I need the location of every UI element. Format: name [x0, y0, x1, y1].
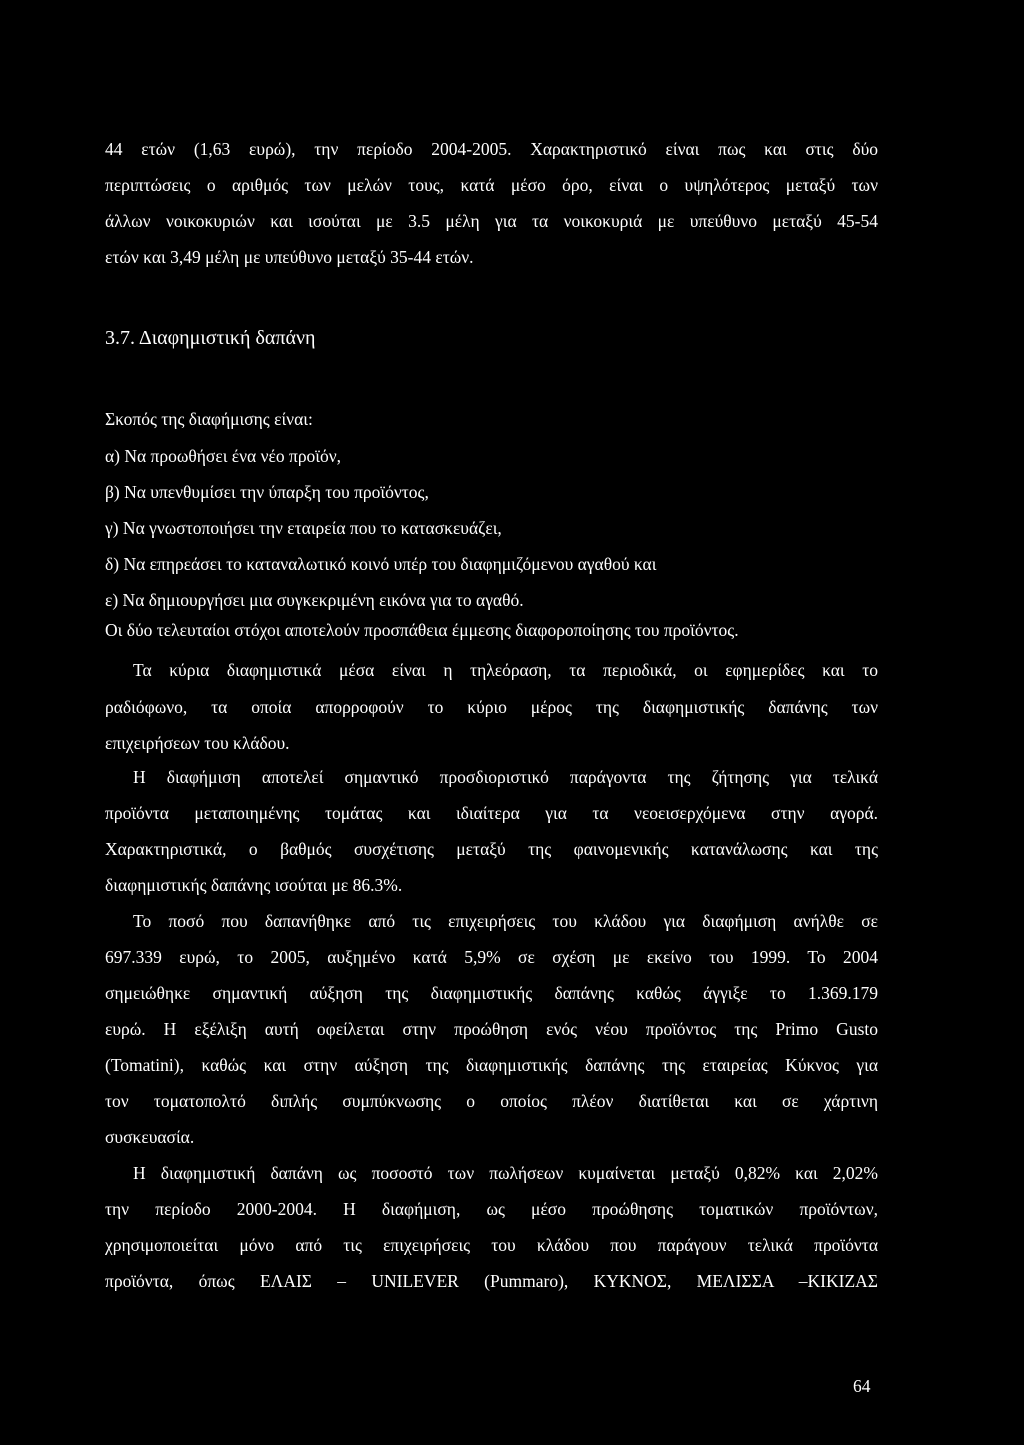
- list-item: γ) Να γνωστοποιήσει την εταιρεία που το κατασκευάζει,: [105, 518, 502, 538]
- text-line: την περίοδο 2000-2004. Η διαφήμιση, ως μέσο προώθησης τοματικών προϊόντων,: [105, 1199, 878, 1219]
- text-line: Η διαφημιστική δαπάνη ως ποσοστό των πωλήσεων κυμαίνεται μεταξύ 0,82% και 2,02%: [133, 1163, 878, 1183]
- list-item: ε) Να δημιουργήσει μια συγκεκριμένη εικόνα για το αγαθό.: [105, 590, 524, 610]
- text-line: προϊόντα μεταποιημένης τομάτας και ιδιαίτερα για τα νεοεισερχόμενα στην αγορά.: [105, 803, 878, 823]
- text-line: σημειώθηκε σημαντική αύξηση της διαφημιστικής δαπάνης καθώς άγγιξε το 1.369.179: [105, 983, 878, 1003]
- text-line: προϊόντα, όπως ΕΛΑΙΣ – UNILEVER (Pummaro), ΚΥΚΝΟΣ, ΜΕΛΙΣΣΑ –ΚΙΚΙΖΑΣ: [105, 1271, 878, 1291]
- text-line: ετών και 3,49 μέλη με υπεύθυνο μεταξύ 35-44 ετών.: [105, 247, 474, 267]
- text-line: (Tomatini), καθώς και στην αύξηση της διαφημιστικής δαπάνης της εταιρείας Κύκνος για: [105, 1055, 878, 1075]
- text-line: Χαρακτηριστικά, ο βαθμός συσχέτισης μεταξύ της φαινομενικής κατανάλωσης και της: [105, 839, 878, 859]
- text-line: περιπτώσεις ο αριθμός των μελών τους, κατά μέσο όρο, είναι ο υψηλότερος μεταξύ των: [105, 175, 878, 195]
- text-line: ραδιόφωνο, τα οποία απορροφούν το κύριο μέρος της διαφημιστικής δαπάνης των: [105, 697, 878, 717]
- list-item: δ) Να επηρεάσει το καταναλωτικό κοινό υπέρ του διαφημιζόμενου αγαθού και: [105, 554, 657, 574]
- text-line: 44 ετών (1,63 ευρώ), την περίοδο 2004-2005. Χαρακτηριστικό είναι πως και στις δύο: [105, 139, 878, 159]
- text-line: τον τοματοπολτό διπλής συμπύκνωσης ο οποίος πλέον διατίθεται και σε χάρτινη: [105, 1091, 878, 1111]
- text-line: χρησιμοποιείται μόνο από τις επιχειρήσεις του κλάδου που παράγουν τελικά προϊόντα: [105, 1235, 878, 1255]
- text-line: Η διαφήμιση αποτελεί σημαντικό προσδιοριστικό παράγοντα της ζήτησης για τελικά: [133, 767, 878, 787]
- list-item: β) Να υπενθυμίσει την ύπαρξη του προϊόντος,: [105, 482, 429, 502]
- list-item: α) Να προωθήσει ένα νέο προϊόν,: [105, 446, 342, 466]
- list-closing: Οι δύο τελευταίοι στόχοι αποτελούν προσπάθεια έμμεσης διαφοροποίησης του προϊόντος.: [105, 620, 739, 640]
- text-line: επιχειρήσεων του κλάδου.: [105, 733, 290, 753]
- text-line: άλλων νοικοκυριών και ισούται με 3.5 μέλη για τα νοικοκυριά με υπεύθυνο μεταξύ 45-54: [105, 211, 878, 231]
- text-line: Το ποσό που δαπανήθηκε από τις επιχειρήσεις του κλάδου για διαφήμιση ανήλθε σε: [133, 911, 878, 931]
- list-lead: Σκοπός της διαφήμισης είναι:: [105, 409, 313, 429]
- section-heading: 3.7. Διαφημιστική δαπάνη: [105, 327, 316, 349]
- text-line: 697.339 ευρώ, το 2005, αυξημένο κατά 5,9% σε σχέση με εκείνο του 1999. Το 2004: [105, 947, 878, 967]
- text-line: Τα κύρια διαφημιστικά μέσα είναι η τηλεόραση, τα περιοδικά, οι εφημερίδες και το: [133, 660, 878, 680]
- text-line: διαφημιστικής δαπάνης ισούται με 86.3%.: [105, 875, 403, 895]
- text-line: συσκευασία.: [105, 1127, 195, 1147]
- page-number: 64: [853, 1376, 871, 1396]
- text-line: ευρώ. Η εξέλιξη αυτή οφείλεται στην προώθηση ενός νέου προϊόντος της Primo Gusto: [105, 1019, 878, 1039]
